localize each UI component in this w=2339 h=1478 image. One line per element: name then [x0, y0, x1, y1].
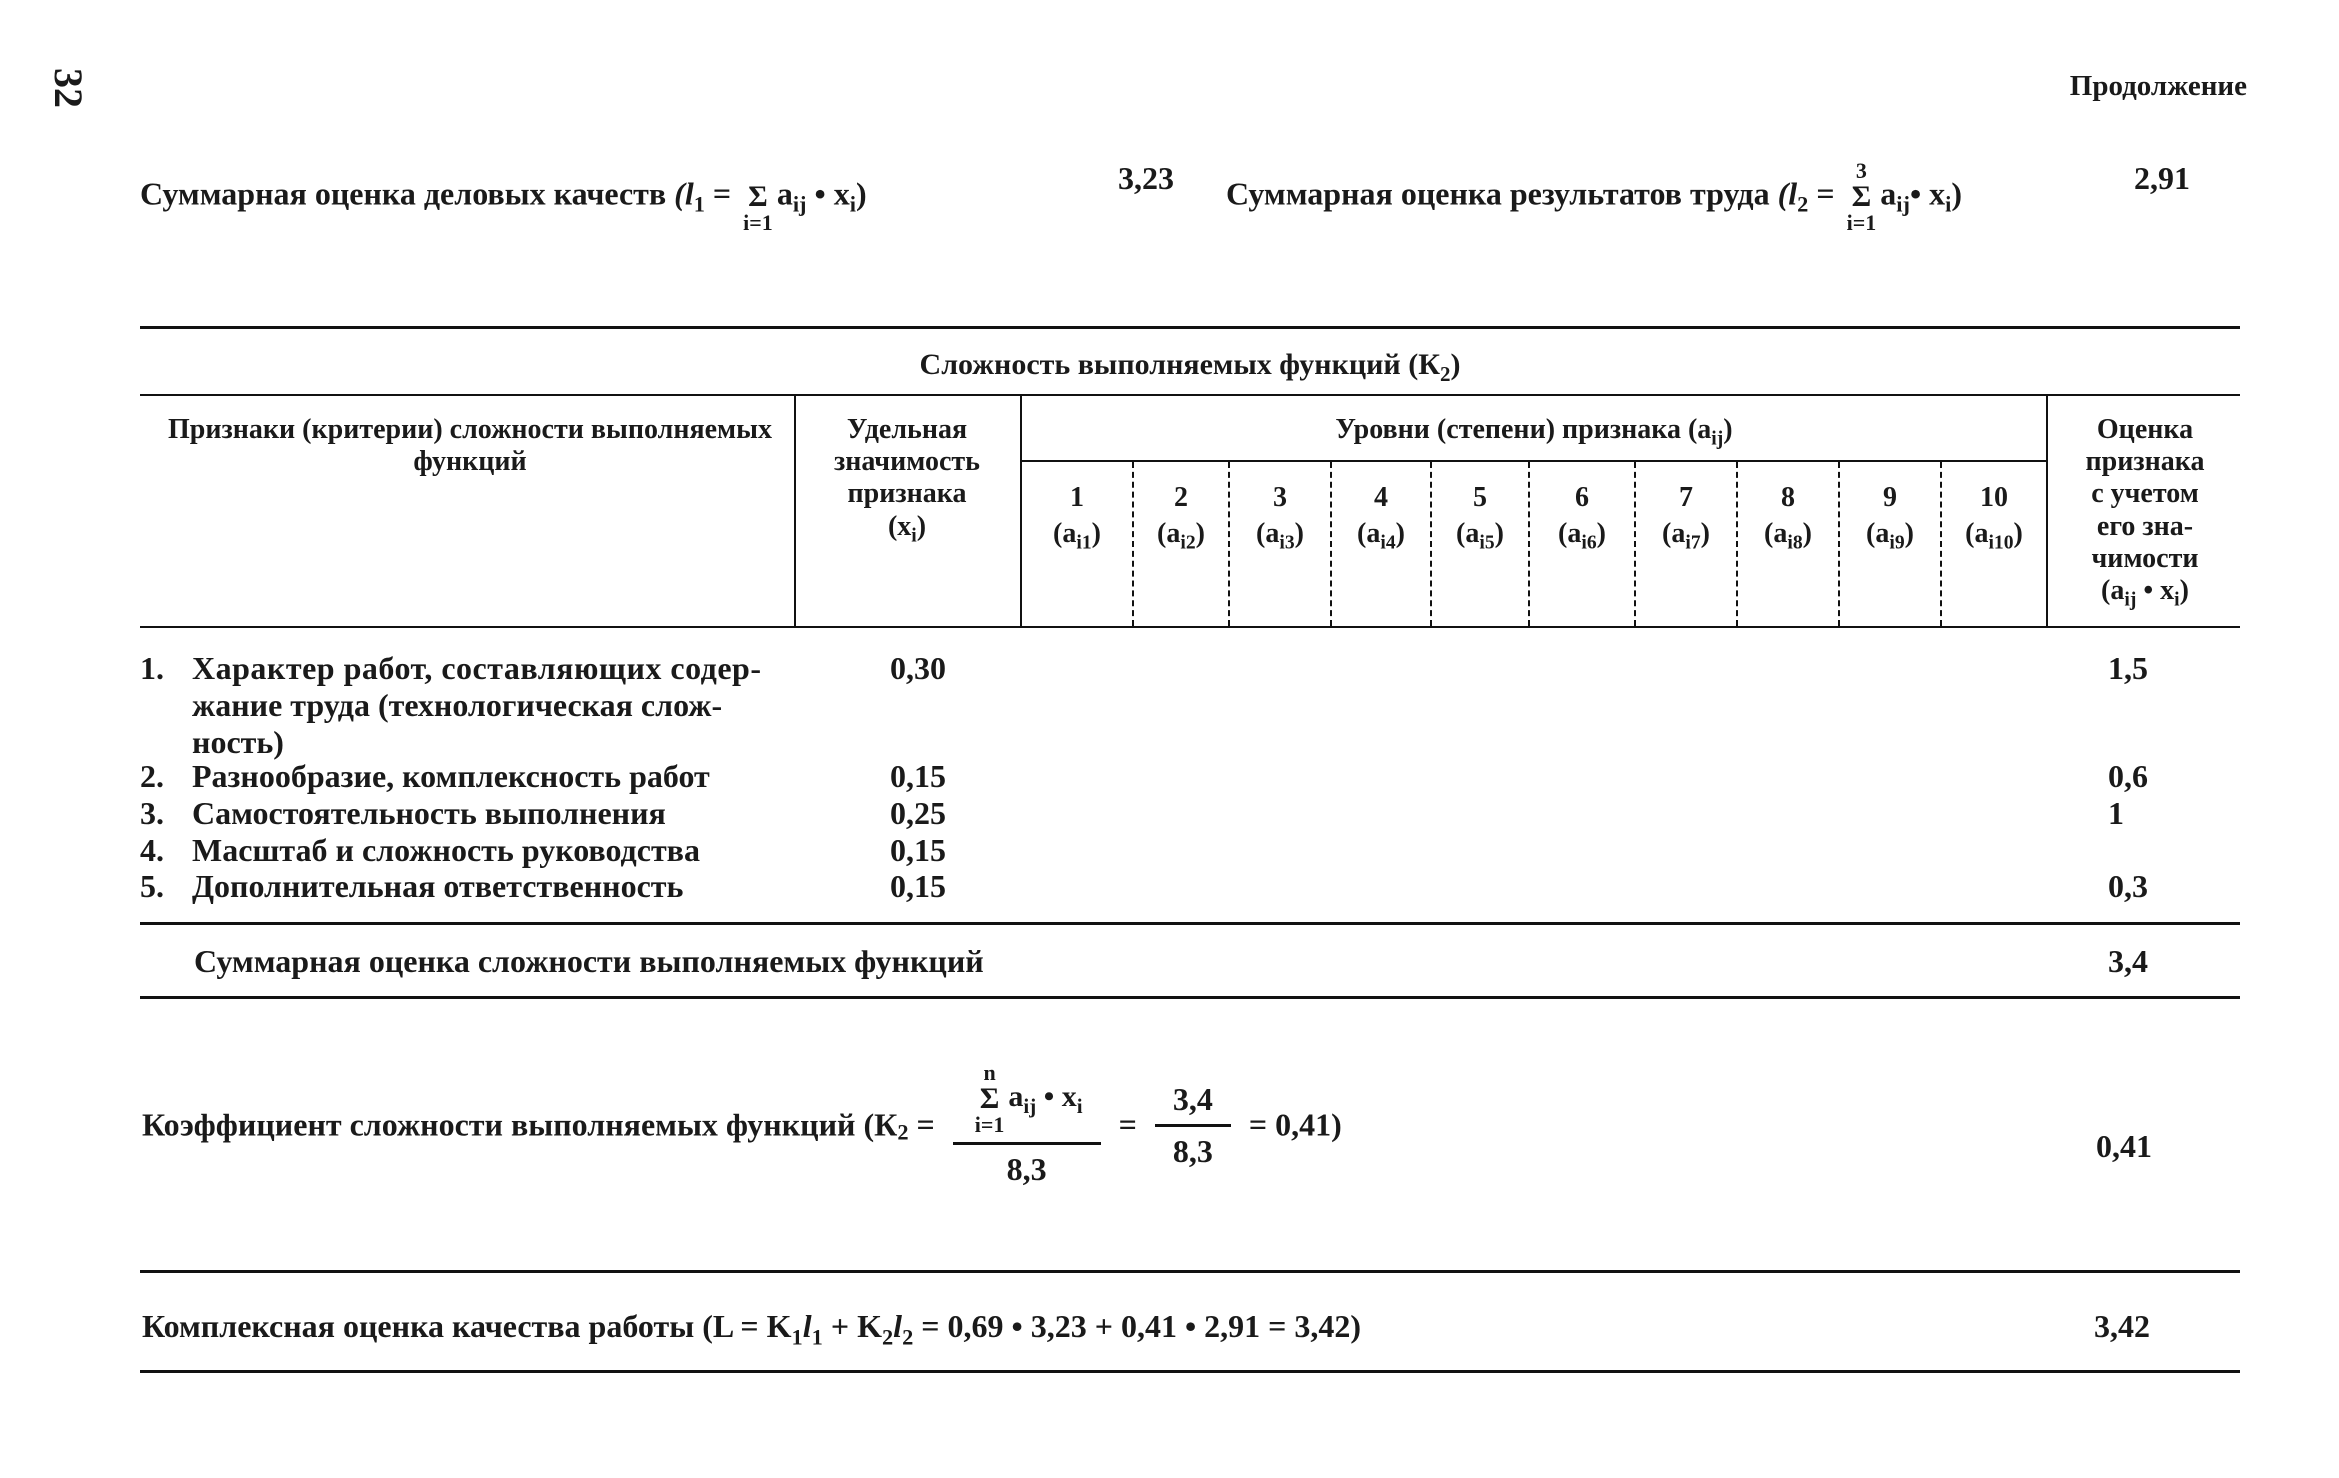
total-top-rule [140, 922, 2240, 925]
formula-sub: i [849, 191, 856, 217]
table-row: 1. Характер работ, составляющих содер- жание труда (технологическая слож- ность) [140, 650, 762, 760]
results-value: 2,91 [2134, 160, 2190, 196]
business-value: 3,23 [1118, 160, 1174, 196]
level-cell: 4 $(a_{i4})$ [1357, 482, 1405, 554]
weight-value: 0,25 [890, 795, 946, 831]
formula-eq: = [1816, 175, 1835, 212]
level-cell: 8 $(a_{i8})$ [1764, 482, 1812, 554]
business-qualities-summary [140, 160, 867, 234]
total-value: 3,4 [2108, 943, 2148, 979]
score-value: 1 [2108, 795, 2124, 831]
complex-value: 3,42 [2094, 1308, 2150, 1344]
total-bottom-rule [140, 996, 2240, 999]
levels-sub-rule [1022, 460, 2046, 462]
table-row: 5. Дополнительная ответственность [140, 868, 684, 904]
formula-sub: 1 [693, 191, 705, 217]
score-value: 0,3 [2108, 868, 2148, 904]
weight-value: 0,15 [890, 758, 946, 794]
score-value: 1,5 [2108, 650, 2148, 686]
labor-results-summary [1226, 160, 1962, 234]
table-caption: Сложность выполняемых функций $(К_2)$ [919, 348, 1461, 386]
formula-sub: i [1945, 191, 1952, 217]
results-label: Суммарная оценка результатов труда [1226, 175, 1770, 212]
level-cell: 7 $(a_{i7})$ [1662, 482, 1710, 554]
weight-value: 0,30 [890, 650, 946, 686]
sigma-block: Σ i=1 [743, 180, 773, 235]
header-levels: Уровни (степени) признака $(a_{ij})$ [1335, 414, 1733, 450]
coefficient-value: 0,41 [2096, 1128, 2152, 1164]
level-cell: 10 $(a_{i10})$ [1965, 482, 2023, 554]
sigma-block: 3 Σ i=1 [1846, 158, 1877, 235]
formula-part: • x [1909, 175, 1946, 212]
formula-part: • x [814, 175, 850, 212]
continuation-label: Продолжение [2069, 70, 2247, 102]
level-cell: 3 $(a_{i3})$ [1256, 482, 1304, 554]
header-top-rule [140, 394, 2240, 396]
level-cell: 2 $(a_{i2})$ [1157, 482, 1205, 554]
formula-part: (l [1777, 175, 1798, 212]
formula-eq: = [712, 175, 732, 212]
complex-bottom-rule [140, 1370, 2240, 1373]
total-label: Суммарная оценка сложности выполняемых функций [194, 943, 984, 979]
coefficient-formula: Коэффициент сложности выполняемых функций ($К_2$ = n Σ i=1 $a_{ij}$ • $x_i$ 8,3 = $\frac{3,4}{8,3}$ = 0,41) [142, 1060, 1342, 1187]
formula-sub: ij [792, 191, 807, 217]
level-cell: 1 $(a_{i1})$ [1053, 482, 1101, 554]
formula-part: a [1880, 175, 1897, 212]
table-row: 2. Разнообразие, комплексность работ [140, 758, 710, 794]
header-bottom-rule [140, 626, 2240, 628]
formula-part: ) [1951, 175, 1963, 212]
coefficient-fraction-2: $\frac{3,4}{8,3}$ [1155, 1081, 1231, 1170]
weight-value: 0,15 [890, 868, 946, 904]
formula-part: (l [674, 175, 694, 212]
table-row: 3. Самостоятельность выполнения [140, 795, 666, 831]
weight-value: 0,15 [890, 832, 946, 868]
business-label: Суммарная оценка деловых качеств [140, 175, 667, 212]
formula-sub: ij [1896, 191, 1910, 217]
table-top-rule [140, 326, 2240, 329]
coefficient-fraction: n Σ i=1 $a_{ij}$ • $x_i$ 8,3 [953, 1062, 1101, 1188]
level-cell: 5 $(a_{i5})$ [1456, 482, 1504, 554]
level-cell: 6 $(a_{i6})$ [1558, 482, 1606, 554]
header-score: Оценка признака с учетом его зна- чимости ($a_{ij}$ • $x_i$) [2085, 414, 2205, 611]
table-row: 4. Масштаб и сложность руководства [140, 832, 700, 868]
formula-sub: 2 [1797, 191, 1809, 217]
header-criteria: Признаки (критерии) сложности выполняемых функций [168, 414, 772, 478]
complex-top-rule [140, 1270, 2240, 1273]
level-cell: 9 $(a_{i9})$ [1866, 482, 1914, 554]
formula-part: a [776, 175, 793, 212]
complex-formula: Комплексная оценка качества работы ($L = K_1l_1 + K_2l_2 = 0,69$ • 3,23 + 0,41 • 2,91 = 3,42) [142, 1308, 1362, 1350]
page-number: 32 [46, 68, 91, 108]
score-value: 0,6 [2108, 758, 2148, 794]
header-weight: Удельная значимость признака $(x_i)$ [834, 414, 980, 547]
formula-part: ) [855, 175, 867, 212]
